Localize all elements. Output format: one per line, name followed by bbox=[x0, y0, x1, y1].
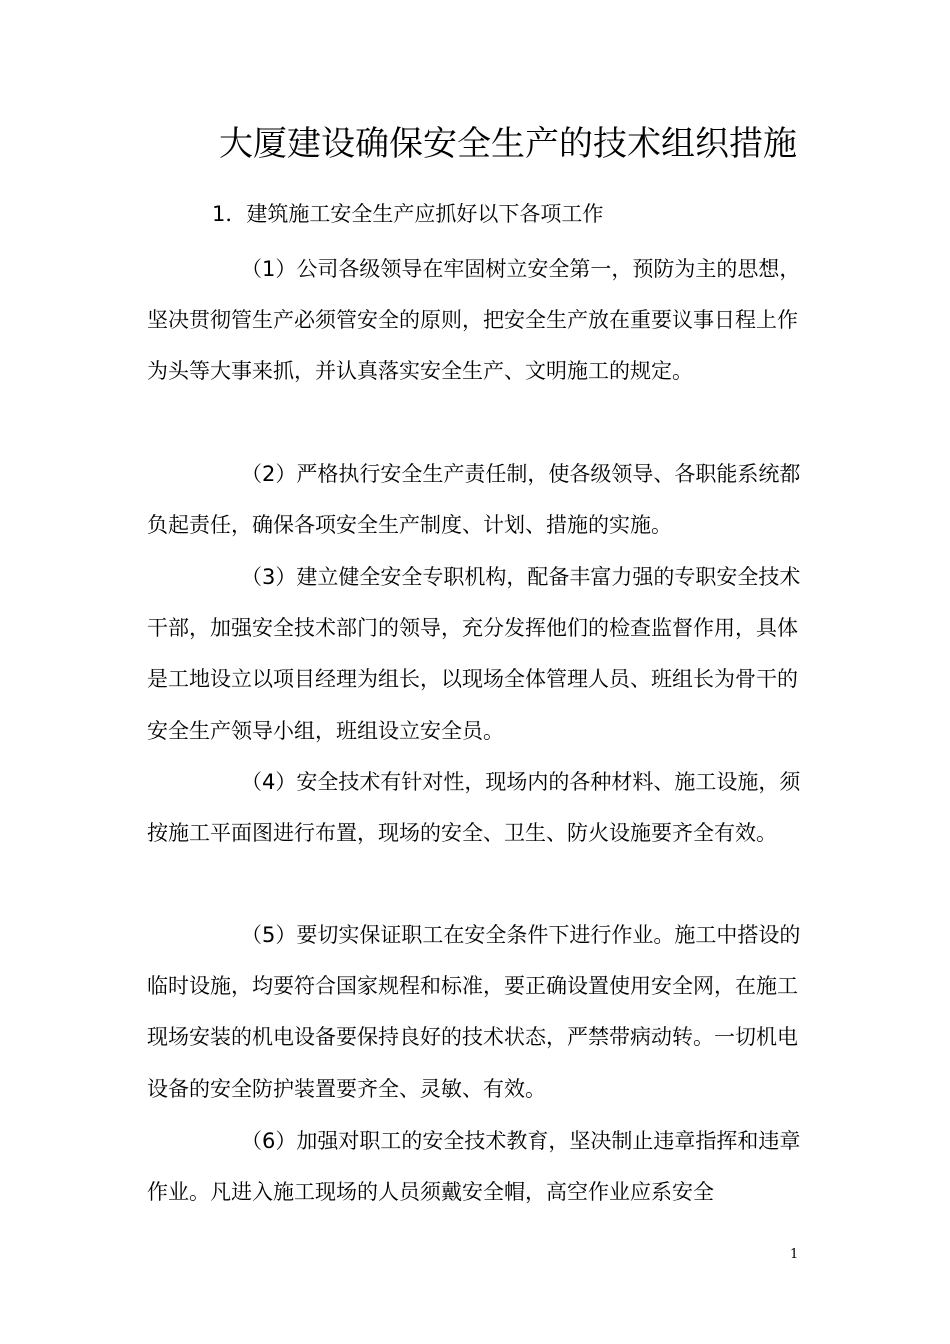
paragraph-3: （3）建立健全安全专职机构，配备丰富力强的专职安全技术干部，加强安全技术部门的领导，充分发挥他们的检查监督作用，具体是工地设立以项目经理为组长，以现场全体管理人员、班组长为骨干的安全生产领导小组，班组设立安全员。 bbox=[147, 565, 801, 743]
page-number: 1 bbox=[790, 1247, 799, 1262]
document-title: 大厦建设确保安全生产的技术组织措施 bbox=[219, 124, 797, 164]
paragraph-1: （1）公司各级领导在牢固树立安全第一，预防为主的思想，坚决贯彻管生产必须管安全的原则，把安全生产放在重要议事日程上作为头等大事来抓，并认真落实安全生产、文明施工的规定。 bbox=[147, 257, 801, 384]
paragraph-5: （5）要切实保证职工在安全条件下进行作业。施工中搭设的临时设施，均要符合国家规程和标准，要正确设置使用安全网，在施工现场安装的机电设备要保持良好的技术状态，严禁带病动转。一切机电设备的安全防护装置要齐全、灵敏、有效。 bbox=[147, 923, 801, 1101]
section-heading: 1．建筑施工安全生产应抓好以下各项工作 bbox=[212, 202, 604, 226]
paragraph-4: （4）安全技术有针对性，现场内的各种材料、施工设施，须按施工平面图进行布置，现场的安全、卫生、防火设施要齐全有效。 bbox=[147, 770, 801, 846]
paragraph-2: （2）严格执行安全生产责任制，使各级领导、各职能系统都负起责任，确保各项安全生产制度、计划、措施的实施。 bbox=[147, 462, 801, 538]
paragraph-6: （6）加强对职工的安全技术教育，坚决制止违章指挥和违章作业。凡进入施工现场的人员须戴安全帽，高空作业应系安全 bbox=[147, 1129, 801, 1205]
